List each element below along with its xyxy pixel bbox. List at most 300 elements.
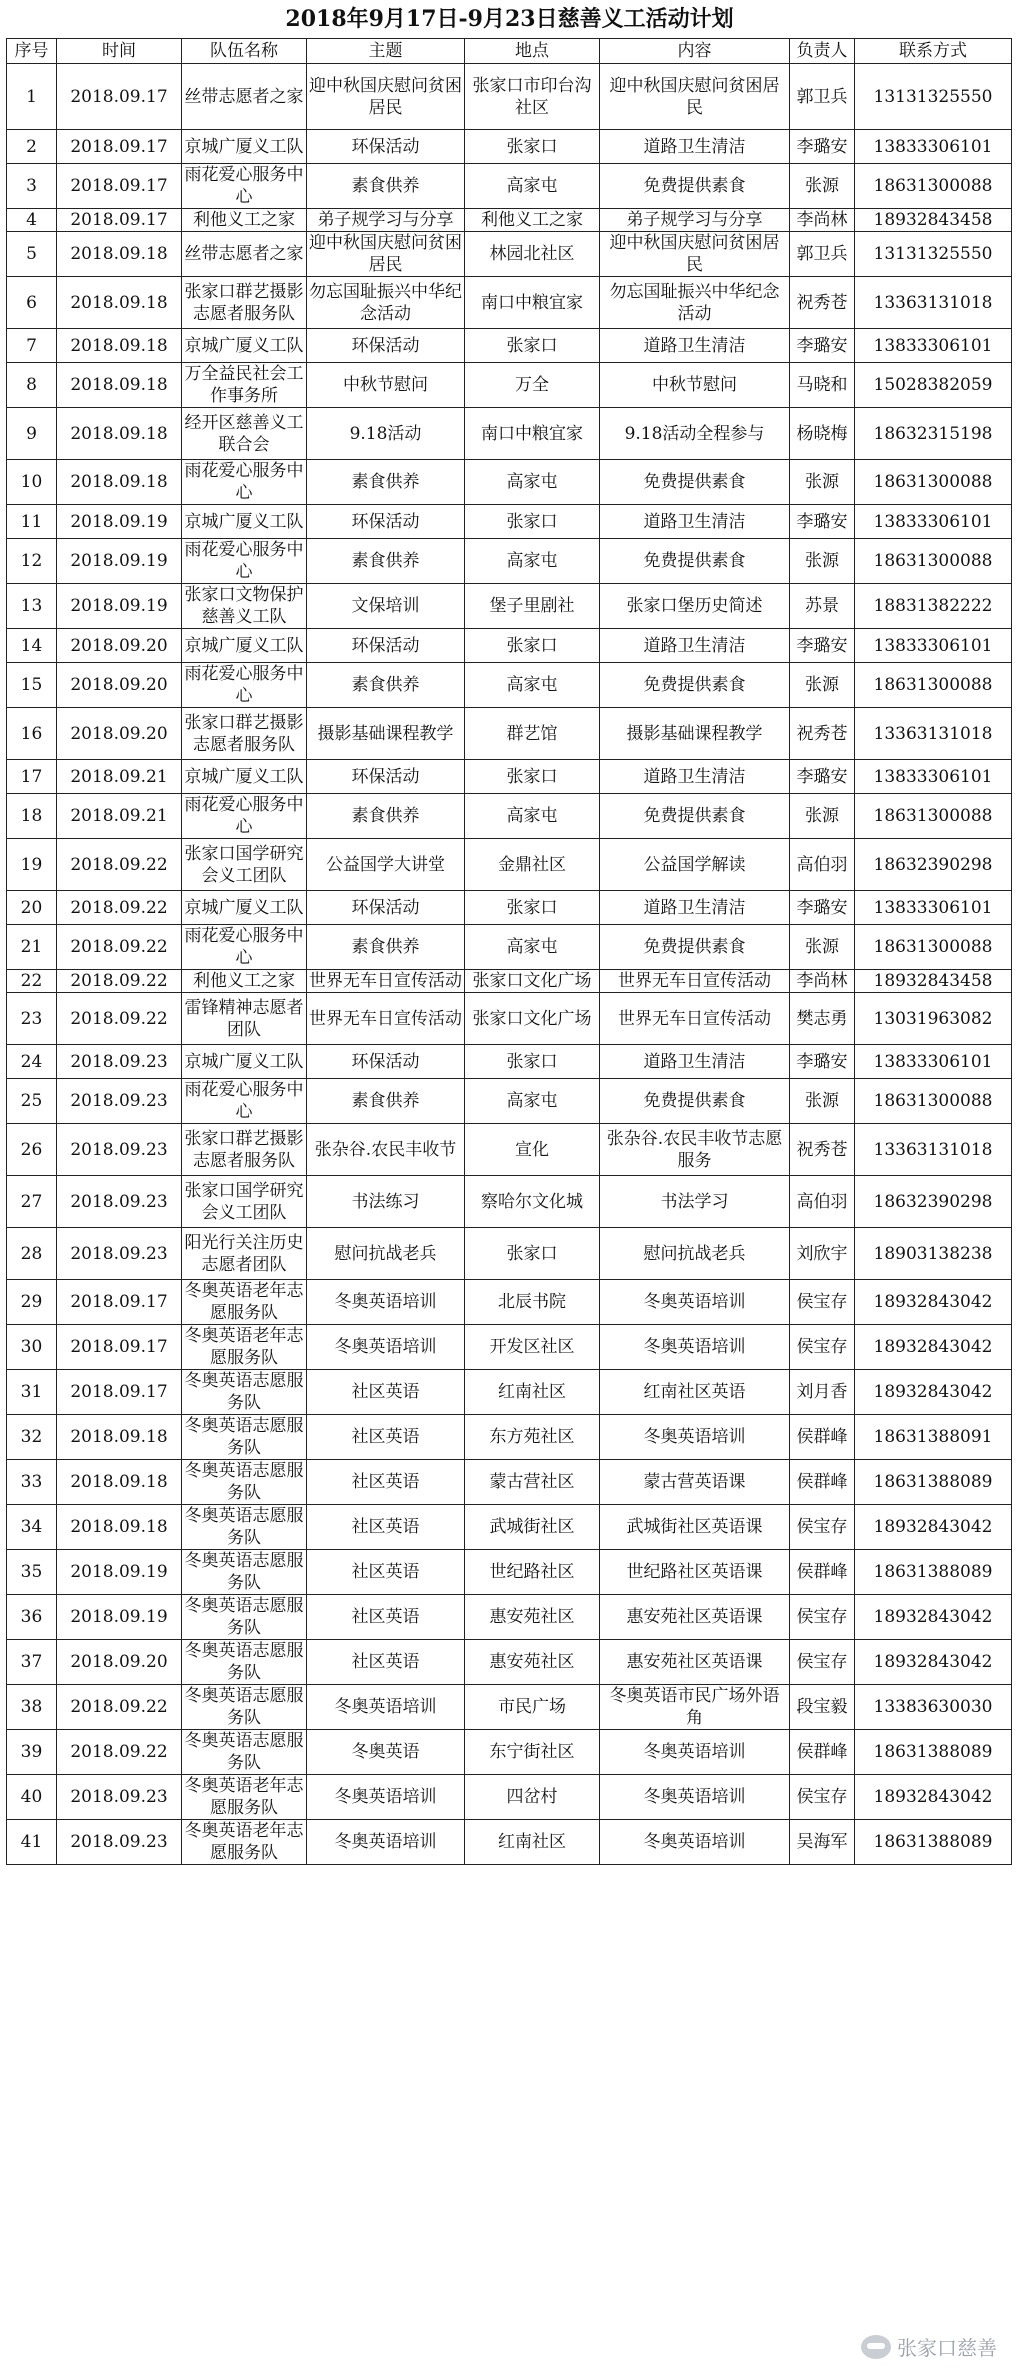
table-row: [7, 64, 1012, 130]
table-row: [7, 408, 1012, 460]
row-team: 冬奥英语志愿服务队: [182, 1685, 307, 1730]
row-content: 迎中秋国庆慰问贫困居民: [600, 64, 790, 130]
row-phone: 18631300088: [855, 1079, 1012, 1124]
row-place: 惠安苑社区: [465, 1640, 600, 1685]
table-row: [7, 130, 1012, 164]
table-row: [7, 1280, 1012, 1325]
row-content: 冬奥英语培训: [600, 1775, 790, 1820]
row-team: 雨花爱心服务中心: [182, 164, 307, 209]
row-no: 40: [7, 1775, 57, 1820]
row-theme: 冬奥英语: [307, 1730, 465, 1775]
row-leader: 侯群峰: [790, 1460, 855, 1505]
row-team: 京城广厦义工队: [182, 130, 307, 164]
row-content: 公益国学解读: [600, 839, 790, 891]
row-theme: 冬奥英语培训: [307, 1280, 465, 1325]
row-leader: 侯群峰: [790, 1415, 855, 1460]
header-no: 序号: [7, 39, 57, 64]
row-theme: 社区英语: [307, 1550, 465, 1595]
row-content: 勿忘国耻振兴中华纪念活动: [600, 277, 790, 329]
row-place: 群艺馆: [465, 708, 600, 760]
table-row: [7, 164, 1012, 209]
row-date: 2018.09.19: [57, 584, 182, 629]
table-row: [7, 539, 1012, 584]
row-no: 25: [7, 1079, 57, 1124]
row-date: 2018.09.22: [57, 891, 182, 925]
row-place: 东宁街社区: [465, 1730, 600, 1775]
row-theme: 环保活动: [307, 629, 465, 663]
row-theme: 素食供养: [307, 164, 465, 209]
row-phone: 18903138238: [855, 1228, 1012, 1280]
row-content: 免费提供素食: [600, 663, 790, 708]
row-content: 张杂谷.农民丰收节志愿服务: [600, 1124, 790, 1176]
row-team: 丝带志愿者之家: [182, 232, 307, 277]
table-row: [7, 1550, 1012, 1595]
row-date: 2018.09.21: [57, 794, 182, 839]
row-leader: 张源: [790, 663, 855, 708]
row-no: 29: [7, 1280, 57, 1325]
row-date: 2018.09.18: [57, 1505, 182, 1550]
row-place: 金鼎社区: [465, 839, 600, 891]
row-date: 2018.09.18: [57, 329, 182, 363]
row-leader: 侯宝存: [790, 1325, 855, 1370]
row-phone: 13363131018: [855, 708, 1012, 760]
row-team: 冬奥英语志愿服务队: [182, 1505, 307, 1550]
row-team: 丝带志愿者之家: [182, 64, 307, 130]
row-team: 雨花爱心服务中心: [182, 925, 307, 970]
row-theme: 社区英语: [307, 1460, 465, 1505]
row-leader: 张源: [790, 925, 855, 970]
row-content: 惠安苑社区英语课: [600, 1640, 790, 1685]
row-place: 高家屯: [465, 164, 600, 209]
row-no: 33: [7, 1460, 57, 1505]
row-team: 京城广厦义工队: [182, 329, 307, 363]
row-no: 23: [7, 993, 57, 1045]
row-phone: 13131325550: [855, 64, 1012, 130]
row-content: 道路卫生清洁: [600, 505, 790, 539]
row-team: 阳光行关注历史志愿者团队: [182, 1228, 307, 1280]
row-theme: 公益国学大讲堂: [307, 839, 465, 891]
row-team: 冬奥英语志愿服务队: [182, 1370, 307, 1415]
row-date: 2018.09.20: [57, 1640, 182, 1685]
row-theme: 环保活动: [307, 891, 465, 925]
row-content: 道路卫生清洁: [600, 329, 790, 363]
table-row: [7, 993, 1012, 1045]
table-row: [7, 970, 1012, 993]
row-no: 27: [7, 1176, 57, 1228]
row-no: 10: [7, 460, 57, 505]
row-theme: 素食供养: [307, 663, 465, 708]
row-place: 南口中粮宜家: [465, 277, 600, 329]
table-row: [7, 794, 1012, 839]
row-leader: 侯群峰: [790, 1550, 855, 1595]
row-theme: 9.18活动: [307, 408, 465, 460]
row-no: 20: [7, 891, 57, 925]
row-phone: 18631388089: [855, 1820, 1012, 1865]
header-phone: 联系方式: [855, 39, 1012, 64]
row-theme: 环保活动: [307, 329, 465, 363]
row-theme: 冬奥英语培训: [307, 1820, 465, 1865]
row-date: 2018.09.18: [57, 1460, 182, 1505]
row-team: 张家口群艺摄影志愿者服务队: [182, 708, 307, 760]
row-place: 高家屯: [465, 925, 600, 970]
row-theme: 社区英语: [307, 1640, 465, 1685]
row-place: 红南社区: [465, 1820, 600, 1865]
row-phone: 18932843042: [855, 1595, 1012, 1640]
row-date: 2018.09.18: [57, 460, 182, 505]
row-phone: 13833306101: [855, 629, 1012, 663]
row-team: 雨花爱心服务中心: [182, 539, 307, 584]
row-no: 2: [7, 130, 57, 164]
row-theme: 文保培训: [307, 584, 465, 629]
row-no: 1: [7, 64, 57, 130]
row-phone: 13833306101: [855, 760, 1012, 794]
row-place: 张家口: [465, 760, 600, 794]
row-phone: 18631388089: [855, 1550, 1012, 1595]
row-place: 张家口文化广场: [465, 970, 600, 993]
row-team: 冬奥英语老年志愿服务队: [182, 1280, 307, 1325]
row-leader: 张源: [790, 794, 855, 839]
row-team: 京城广厦义工队: [182, 629, 307, 663]
row-theme: 中秋节慰问: [307, 363, 465, 408]
table-row: [7, 1415, 1012, 1460]
row-date: 2018.09.17: [57, 1370, 182, 1415]
table-row: [7, 1124, 1012, 1176]
row-leader: 祝秀苍: [790, 1124, 855, 1176]
row-phone: 18932843042: [855, 1370, 1012, 1415]
row-date: 2018.09.22: [57, 993, 182, 1045]
row-phone: 13833306101: [855, 329, 1012, 363]
row-content: 摄影基础课程教学: [600, 708, 790, 760]
row-content: 世界无车日宣传活动: [600, 970, 790, 993]
row-leader: 侯宝存: [790, 1280, 855, 1325]
row-team: 雨花爱心服务中心: [182, 460, 307, 505]
table-header-row: [7, 39, 1012, 64]
row-content: 惠安苑社区英语课: [600, 1595, 790, 1640]
activity-plan-table: [6, 38, 1012, 1865]
row-content: 冬奥英语培训: [600, 1415, 790, 1460]
row-place: 张家口: [465, 130, 600, 164]
row-phone: 15028382059: [855, 363, 1012, 408]
row-theme: 素食供养: [307, 539, 465, 584]
row-phone: 18631388091: [855, 1415, 1012, 1460]
row-no: 16: [7, 708, 57, 760]
row-leader: 张源: [790, 164, 855, 209]
row-content: 世纪路社区英语课: [600, 1550, 790, 1595]
row-leader: 高伯羽: [790, 839, 855, 891]
row-no: 15: [7, 663, 57, 708]
row-team: 冬奥英语志愿服务队: [182, 1595, 307, 1640]
row-leader: 张源: [790, 460, 855, 505]
row-no: 18: [7, 794, 57, 839]
row-team: 冬奥英语老年志愿服务队: [182, 1820, 307, 1865]
row-place: 张家口: [465, 505, 600, 539]
row-leader: 李璐安: [790, 760, 855, 794]
row-no: 41: [7, 1820, 57, 1865]
table-row: [7, 232, 1012, 277]
row-content: 道路卫生清洁: [600, 891, 790, 925]
table-row: [7, 708, 1012, 760]
row-team: 京城广厦义工队: [182, 1045, 307, 1079]
row-date: 2018.09.17: [57, 1325, 182, 1370]
row-place: 蒙古营社区: [465, 1460, 600, 1505]
row-leader: 侯群峰: [790, 1730, 855, 1775]
row-phone: 13363131018: [855, 277, 1012, 329]
table-row: [7, 1079, 1012, 1124]
row-no: 21: [7, 925, 57, 970]
table-row: [7, 1730, 1012, 1775]
row-no: 30: [7, 1325, 57, 1370]
row-date: 2018.09.17: [57, 209, 182, 232]
row-date: 2018.09.21: [57, 760, 182, 794]
row-team: 张家口国学研究会义工团队: [182, 1176, 307, 1228]
row-place: 武城街社区: [465, 1505, 600, 1550]
row-leader: 郭卫兵: [790, 64, 855, 130]
row-no: 14: [7, 629, 57, 663]
row-leader: 苏景: [790, 584, 855, 629]
header-leader: 负责人: [790, 39, 855, 64]
row-date: 2018.09.20: [57, 708, 182, 760]
row-no: 32: [7, 1415, 57, 1460]
header-team: 队伍名称: [182, 39, 307, 64]
row-place: 红南社区: [465, 1370, 600, 1415]
row-content: 迎中秋国庆慰问贫困居民: [600, 232, 790, 277]
row-team: 雨花爱心服务中心: [182, 663, 307, 708]
table-row: [7, 760, 1012, 794]
row-leader: 李璐安: [790, 329, 855, 363]
row-theme: 素食供养: [307, 460, 465, 505]
table-row: [7, 1685, 1012, 1730]
row-no: 28: [7, 1228, 57, 1280]
row-no: 34: [7, 1505, 57, 1550]
row-no: 38: [7, 1685, 57, 1730]
row-content: 红南社区英语: [600, 1370, 790, 1415]
row-team: 雨花爱心服务中心: [182, 794, 307, 839]
row-theme: 环保活动: [307, 130, 465, 164]
row-phone: 18932843042: [855, 1775, 1012, 1820]
row-no: 12: [7, 539, 57, 584]
header-theme: 主题: [307, 39, 465, 64]
row-theme: 世界无车日宣传活动: [307, 970, 465, 993]
table-row: [7, 1325, 1012, 1370]
row-place: 高家屯: [465, 460, 600, 505]
row-leader: 杨晓梅: [790, 408, 855, 460]
row-phone: 13833306101: [855, 891, 1012, 925]
table-row: [7, 629, 1012, 663]
row-date: 2018.09.23: [57, 1124, 182, 1176]
row-phone: 18932843042: [855, 1280, 1012, 1325]
row-team: 张家口文物保护慈善义工队: [182, 584, 307, 629]
row-no: 31: [7, 1370, 57, 1415]
row-team: 经开区慈善义工联合会: [182, 408, 307, 460]
row-no: 11: [7, 505, 57, 539]
row-theme: 社区英语: [307, 1505, 465, 1550]
row-leader: 樊志勇: [790, 993, 855, 1045]
row-phone: 18932843042: [855, 1640, 1012, 1685]
row-phone: 18631300088: [855, 164, 1012, 209]
row-team: 京城广厦义工队: [182, 505, 307, 539]
table-row: [7, 839, 1012, 891]
row-theme: 素食供养: [307, 1079, 465, 1124]
row-theme: 慰问抗战老兵: [307, 1228, 465, 1280]
row-date: 2018.09.17: [57, 64, 182, 130]
row-phone: 18632390298: [855, 839, 1012, 891]
row-leader: 李璐安: [790, 629, 855, 663]
row-place: 开发区社区: [465, 1325, 600, 1370]
row-content: 免费提供素食: [600, 460, 790, 505]
row-content: 冬奥英语培训: [600, 1820, 790, 1865]
row-place: 惠安苑社区: [465, 1595, 600, 1640]
row-date: 2018.09.18: [57, 363, 182, 408]
row-date: 2018.09.22: [57, 839, 182, 891]
page-title: 2018年9月17日-9月23日慈善义工活动计划: [285, 6, 734, 32]
row-team: 万全益民社会工作事务所: [182, 363, 307, 408]
row-phone: 13833306101: [855, 130, 1012, 164]
table-row: [7, 1505, 1012, 1550]
row-date: 2018.09.20: [57, 629, 182, 663]
row-no: 19: [7, 839, 57, 891]
row-theme: 张杂谷.农民丰收节: [307, 1124, 465, 1176]
row-team: 冬奥英语志愿服务队: [182, 1640, 307, 1685]
row-place: 张家口: [465, 891, 600, 925]
row-leader: 李璐安: [790, 891, 855, 925]
row-place: 张家口: [465, 629, 600, 663]
row-team: 张家口群艺摄影志愿者服务队: [182, 277, 307, 329]
row-no: 4: [7, 209, 57, 232]
row-phone: 13363131018: [855, 1124, 1012, 1176]
table-row: [7, 1460, 1012, 1505]
row-team: 张家口国学研究会义工团队: [182, 839, 307, 891]
row-content: 冬奥英语培训: [600, 1280, 790, 1325]
row-phone: 18631300088: [855, 663, 1012, 708]
row-content: 道路卫生清洁: [600, 130, 790, 164]
row-phone: 13031963082: [855, 993, 1012, 1045]
row-phone: 18631300088: [855, 794, 1012, 839]
row-phone: 18632390298: [855, 1176, 1012, 1228]
row-theme: 摄影基础课程教学: [307, 708, 465, 760]
row-leader: 张源: [790, 1079, 855, 1124]
row-date: 2018.09.18: [57, 408, 182, 460]
row-date: 2018.09.23: [57, 1775, 182, 1820]
row-phone: 18831382222: [855, 584, 1012, 629]
table-row: [7, 329, 1012, 363]
row-date: 2018.09.23: [57, 1176, 182, 1228]
row-date: 2018.09.22: [57, 1685, 182, 1730]
row-leader: 侯宝存: [790, 1595, 855, 1640]
row-content: 世界无车日宣传活动: [600, 993, 790, 1045]
table-row: [7, 925, 1012, 970]
row-content: 免费提供素食: [600, 164, 790, 209]
row-date: 2018.09.18: [57, 232, 182, 277]
header-place: 地点: [465, 39, 600, 64]
row-phone: 18631300088: [855, 925, 1012, 970]
row-team: 冬奥英语志愿服务队: [182, 1550, 307, 1595]
row-no: 7: [7, 329, 57, 363]
row-content: 冬奥英语培训: [600, 1325, 790, 1370]
row-theme: 环保活动: [307, 1045, 465, 1079]
row-team: 利他义工之家: [182, 970, 307, 993]
watermark-text: 张家口慈善: [897, 2336, 997, 2360]
row-no: 5: [7, 232, 57, 277]
row-no: 35: [7, 1550, 57, 1595]
row-theme: 社区英语: [307, 1415, 465, 1460]
row-phone: 18631388089: [855, 1730, 1012, 1775]
row-no: 37: [7, 1640, 57, 1685]
row-date: 2018.09.19: [57, 539, 182, 584]
row-place: 张家口: [465, 1228, 600, 1280]
row-place: 宣化: [465, 1124, 600, 1176]
row-place: 张家口: [465, 1045, 600, 1079]
wechat-icon: [861, 2335, 891, 2359]
row-place: 四岔村: [465, 1775, 600, 1820]
row-theme: 冬奥英语培训: [307, 1685, 465, 1730]
row-phone: 18932843042: [855, 1325, 1012, 1370]
table-row: [7, 891, 1012, 925]
row-place: 高家屯: [465, 794, 600, 839]
row-place: 林园北社区: [465, 232, 600, 277]
row-content: 免费提供素食: [600, 925, 790, 970]
row-phone: 18632315198: [855, 408, 1012, 460]
watermark: [861, 2332, 997, 2361]
row-phone: 18932843042: [855, 1505, 1012, 1550]
row-place: 利他义工之家: [465, 209, 600, 232]
row-place: 东方苑社区: [465, 1415, 600, 1460]
table-row: [7, 277, 1012, 329]
header-date: 时间: [57, 39, 182, 64]
row-date: 2018.09.20: [57, 663, 182, 708]
row-date: 2018.09.19: [57, 505, 182, 539]
row-content: 冬奥英语市民广场外语角: [600, 1685, 790, 1730]
row-no: 6: [7, 277, 57, 329]
row-no: 8: [7, 363, 57, 408]
row-no: 22: [7, 970, 57, 993]
row-theme: 书法练习: [307, 1176, 465, 1228]
row-team: 张家口群艺摄影志愿者服务队: [182, 1124, 307, 1176]
table-row: [7, 584, 1012, 629]
row-date: 2018.09.23: [57, 1079, 182, 1124]
row-leader: 李璐安: [790, 130, 855, 164]
row-content: 中秋节慰问: [600, 363, 790, 408]
row-leader: 李璐安: [790, 505, 855, 539]
row-theme: 环保活动: [307, 505, 465, 539]
row-leader: 郭卫兵: [790, 232, 855, 277]
row-team: 冬奥英语志愿服务队: [182, 1460, 307, 1505]
table-row: [7, 1370, 1012, 1415]
row-leader: 侯宝存: [790, 1505, 855, 1550]
row-place: 张家口: [465, 329, 600, 363]
row-date: 2018.09.23: [57, 1045, 182, 1079]
row-leader: 马晓和: [790, 363, 855, 408]
row-date: 2018.09.23: [57, 1820, 182, 1865]
table-row: [7, 1640, 1012, 1685]
row-phone: 18932843458: [855, 209, 1012, 232]
row-place: 万全: [465, 363, 600, 408]
row-content: 道路卫生清洁: [600, 629, 790, 663]
row-team: 利他义工之家: [182, 209, 307, 232]
row-no: 9: [7, 408, 57, 460]
row-leader: 侯宝存: [790, 1640, 855, 1685]
row-date: 2018.09.19: [57, 1550, 182, 1595]
table-row: [7, 209, 1012, 232]
row-place: 堡子里剧社: [465, 584, 600, 629]
row-team: 冬奥英语志愿服务队: [182, 1415, 307, 1460]
row-leader: 吴海军: [790, 1820, 855, 1865]
row-no: 36: [7, 1595, 57, 1640]
table-row: [7, 1595, 1012, 1640]
row-no: 13: [7, 584, 57, 629]
row-team: 雷锋精神志愿者团队: [182, 993, 307, 1045]
row-place: 北辰书院: [465, 1280, 600, 1325]
row-theme: 环保活动: [307, 760, 465, 794]
